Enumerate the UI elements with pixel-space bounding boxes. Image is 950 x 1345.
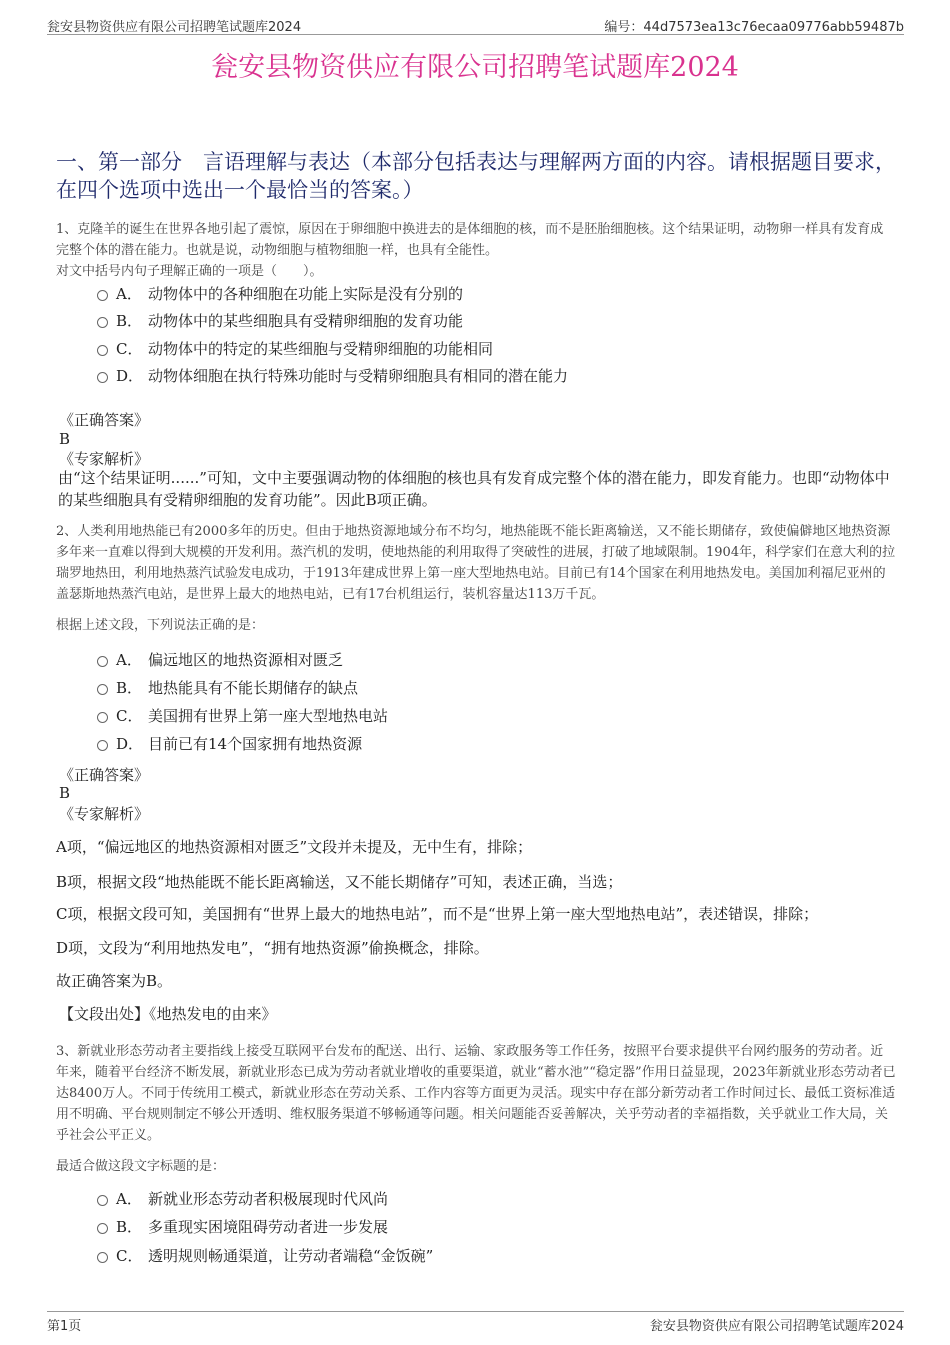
- radio-icon[interactable]: [97, 317, 108, 328]
- q1-option-c[interactable]: C． 动物体中的特定的某些细胞与受精卵细胞的功能相同: [97, 338, 493, 360]
- q1-prompt: 对文中括号内句子理解正确的一项是（ ）。: [56, 264, 323, 279]
- header-right: 编号：44d7573ea13c76ecaa09776abb59487b: [604, 20, 904, 35]
- radio-icon[interactable]: [97, 345, 108, 356]
- q2-analysis-line: 故正确答案为B。: [56, 972, 173, 990]
- radio-icon[interactable]: [97, 1195, 108, 1206]
- q3-option-a[interactable]: A． 新就业形态劳动者积极展现时代风尚: [97, 1188, 388, 1210]
- q2-analysis-label: 《专家解析》: [59, 805, 150, 823]
- footer-title: 瓮安县物资供应有限公司招聘笔试题库2024: [649, 1319, 904, 1334]
- q3-prompt: 最适合做这段文字标题的是：: [56, 1159, 226, 1174]
- q2-stem: 2、人类利用地热能已有2000多年的历史。但由于地热资源地域分布不均匀，地热能既不能长距离输送，又不能长期储存，致使偏僻地区地热资源多年来一直难以得到大规模的开发利用。蒸汽机的发明，使地热能的利用取得了突破性的进展，打破了地域限制。1904年，科学家们在意大利的拉瑞罗地热田，利用地热蒸汽试验发电成功，于1913年建成世界上第一座大型地热电站。目前已有14个国家在利用地热发电。美国加利福尼亚州的盖瑟斯地热蒸汽电站，是世界上最大的地热电站，已有17台机组运行，装机容量达113万千瓦。: [56, 524, 896, 602]
- header-left: 瓮安县物资供应有限公司招聘笔试题库2024: [47, 20, 302, 35]
- radio-icon[interactable]: [97, 712, 108, 723]
- radio-icon[interactable]: [97, 684, 108, 695]
- q2-analysis-line: C项，根据文段可知，美国拥有“世界上最大的地热电站”，而不是“世界上第一座大型地热电站”，表述错误，排除；: [56, 905, 819, 923]
- page-number: 第1页: [47, 1319, 82, 1334]
- section-heading: 一、第一部分 言语理解与表达（本部分包括表达与理解两方面的内容。请根据题目要求，在四个选项中选出一个最恰当的答案。）: [56, 150, 896, 202]
- q2-prompt: 根据上述文段，下列说法正确的是：: [56, 618, 265, 633]
- radio-icon[interactable]: [97, 1223, 108, 1234]
- q2-option-c[interactable]: C． 美国拥有世界上第一座大型地热电站: [97, 705, 388, 727]
- q3-stem: 3、新就业形态劳动者主要指线上接受互联网平台发布的配送、出行、运输、家政服务等工作任务，按照平台要求提供平台网约服务的劳动者。近年来，随着平台经济不断发展，新就业形态已成为劳动者就业增收的重要渠道，就业“蓄水池”“稳定器”作用日益显现，2023年新就业形态劳动者已达8400万人。不同于传统用工模式，新就业形态在劳动关系、工作内容等方面更为灵活。现实中存在部分新劳动者工作时间过长、最低工资标准适用不明确、平台规则制定不够公开透明、维权服务渠道不够畅通等问题。相关问题能否妥善解决，关乎劳动者的幸福指数，关乎就业工作大局，关乎社会公平正义。: [56, 1044, 896, 1143]
- q2-option-b[interactable]: B． 地热能具有不能长期储存的缺点: [97, 677, 358, 699]
- q3-option-c[interactable]: C． 透明规则畅通渠道，让劳动者端稳“金饭碗”: [97, 1245, 433, 1267]
- q2-answer: B: [59, 784, 71, 802]
- q1-answer-label: 《正确答案》: [59, 411, 150, 429]
- q2-option-a[interactable]: A． 偏远地区的地热资源相对匮乏: [97, 649, 343, 671]
- q2-option-d[interactable]: D． 目前已有14个国家拥有地热资源: [97, 733, 362, 755]
- page-footer: [47, 1311, 904, 1334]
- q3-option-b[interactable]: B． 多重现实困境阻碍劳动者进一步发展: [97, 1216, 388, 1238]
- q2-answer-label: 《正确答案》: [59, 766, 150, 784]
- q1-analysis: 由“这个结果证明......”可知，文中主要强调动物的体细胞的核也具有发育成完整个体的潜在能力，即发育能力。也即“动物体中的某些细胞具有受精卵细胞的发育功能”。因此B项正确。: [58, 469, 890, 509]
- q1-option-b[interactable]: B． 动物体中的某些细胞具有受精卵细胞的发育功能: [97, 310, 463, 332]
- q1-analysis-label: 《专家解析》: [59, 450, 150, 468]
- radio-icon[interactable]: [97, 1252, 108, 1263]
- q1-stem: 1、克隆羊的诞生在世界各地引起了震惊，原因在于卵细胞中换进去的是体细胞的核，而不是胚胎细胞核。这个结果证明，动物卵一样具有发育成完整个体的潜在能力。也就是说，动物细胞与植物细胞一样，也具有全能性。: [56, 222, 884, 258]
- radio-icon[interactable]: [97, 656, 108, 667]
- q2-analysis-line: D项，文段为“利用地热发电”，“拥有地热资源”偷换概念，排除。: [56, 939, 489, 957]
- q2-analysis-line: A项，“偏远地区的地热资源相对匮乏”文段并未提及，无中生有，排除；: [56, 838, 533, 856]
- q1-answer: B: [59, 430, 71, 448]
- radio-icon[interactable]: [97, 372, 108, 383]
- q2-analysis-line: B项，根据文段“地热能既不能长距离输送，又不能长期储存”可知，表述正确，当选；: [56, 873, 623, 891]
- radio-icon[interactable]: [97, 290, 108, 301]
- q1-option-d[interactable]: D． 动物体细胞在执行特殊功能时与受精卵细胞具有相同的潜在能力: [97, 365, 568, 387]
- q1-option-a[interactable]: A． 动物体中的各种细胞在功能上实际是没有分别的: [97, 283, 463, 305]
- page-title: 瓮安县物资供应有限公司招聘笔试题库2024: [211, 52, 739, 83]
- q2-source: 【文段出处】《地热发电的由来》: [59, 1005, 277, 1023]
- radio-icon[interactable]: [97, 740, 108, 751]
- page-header: [47, 14, 904, 35]
